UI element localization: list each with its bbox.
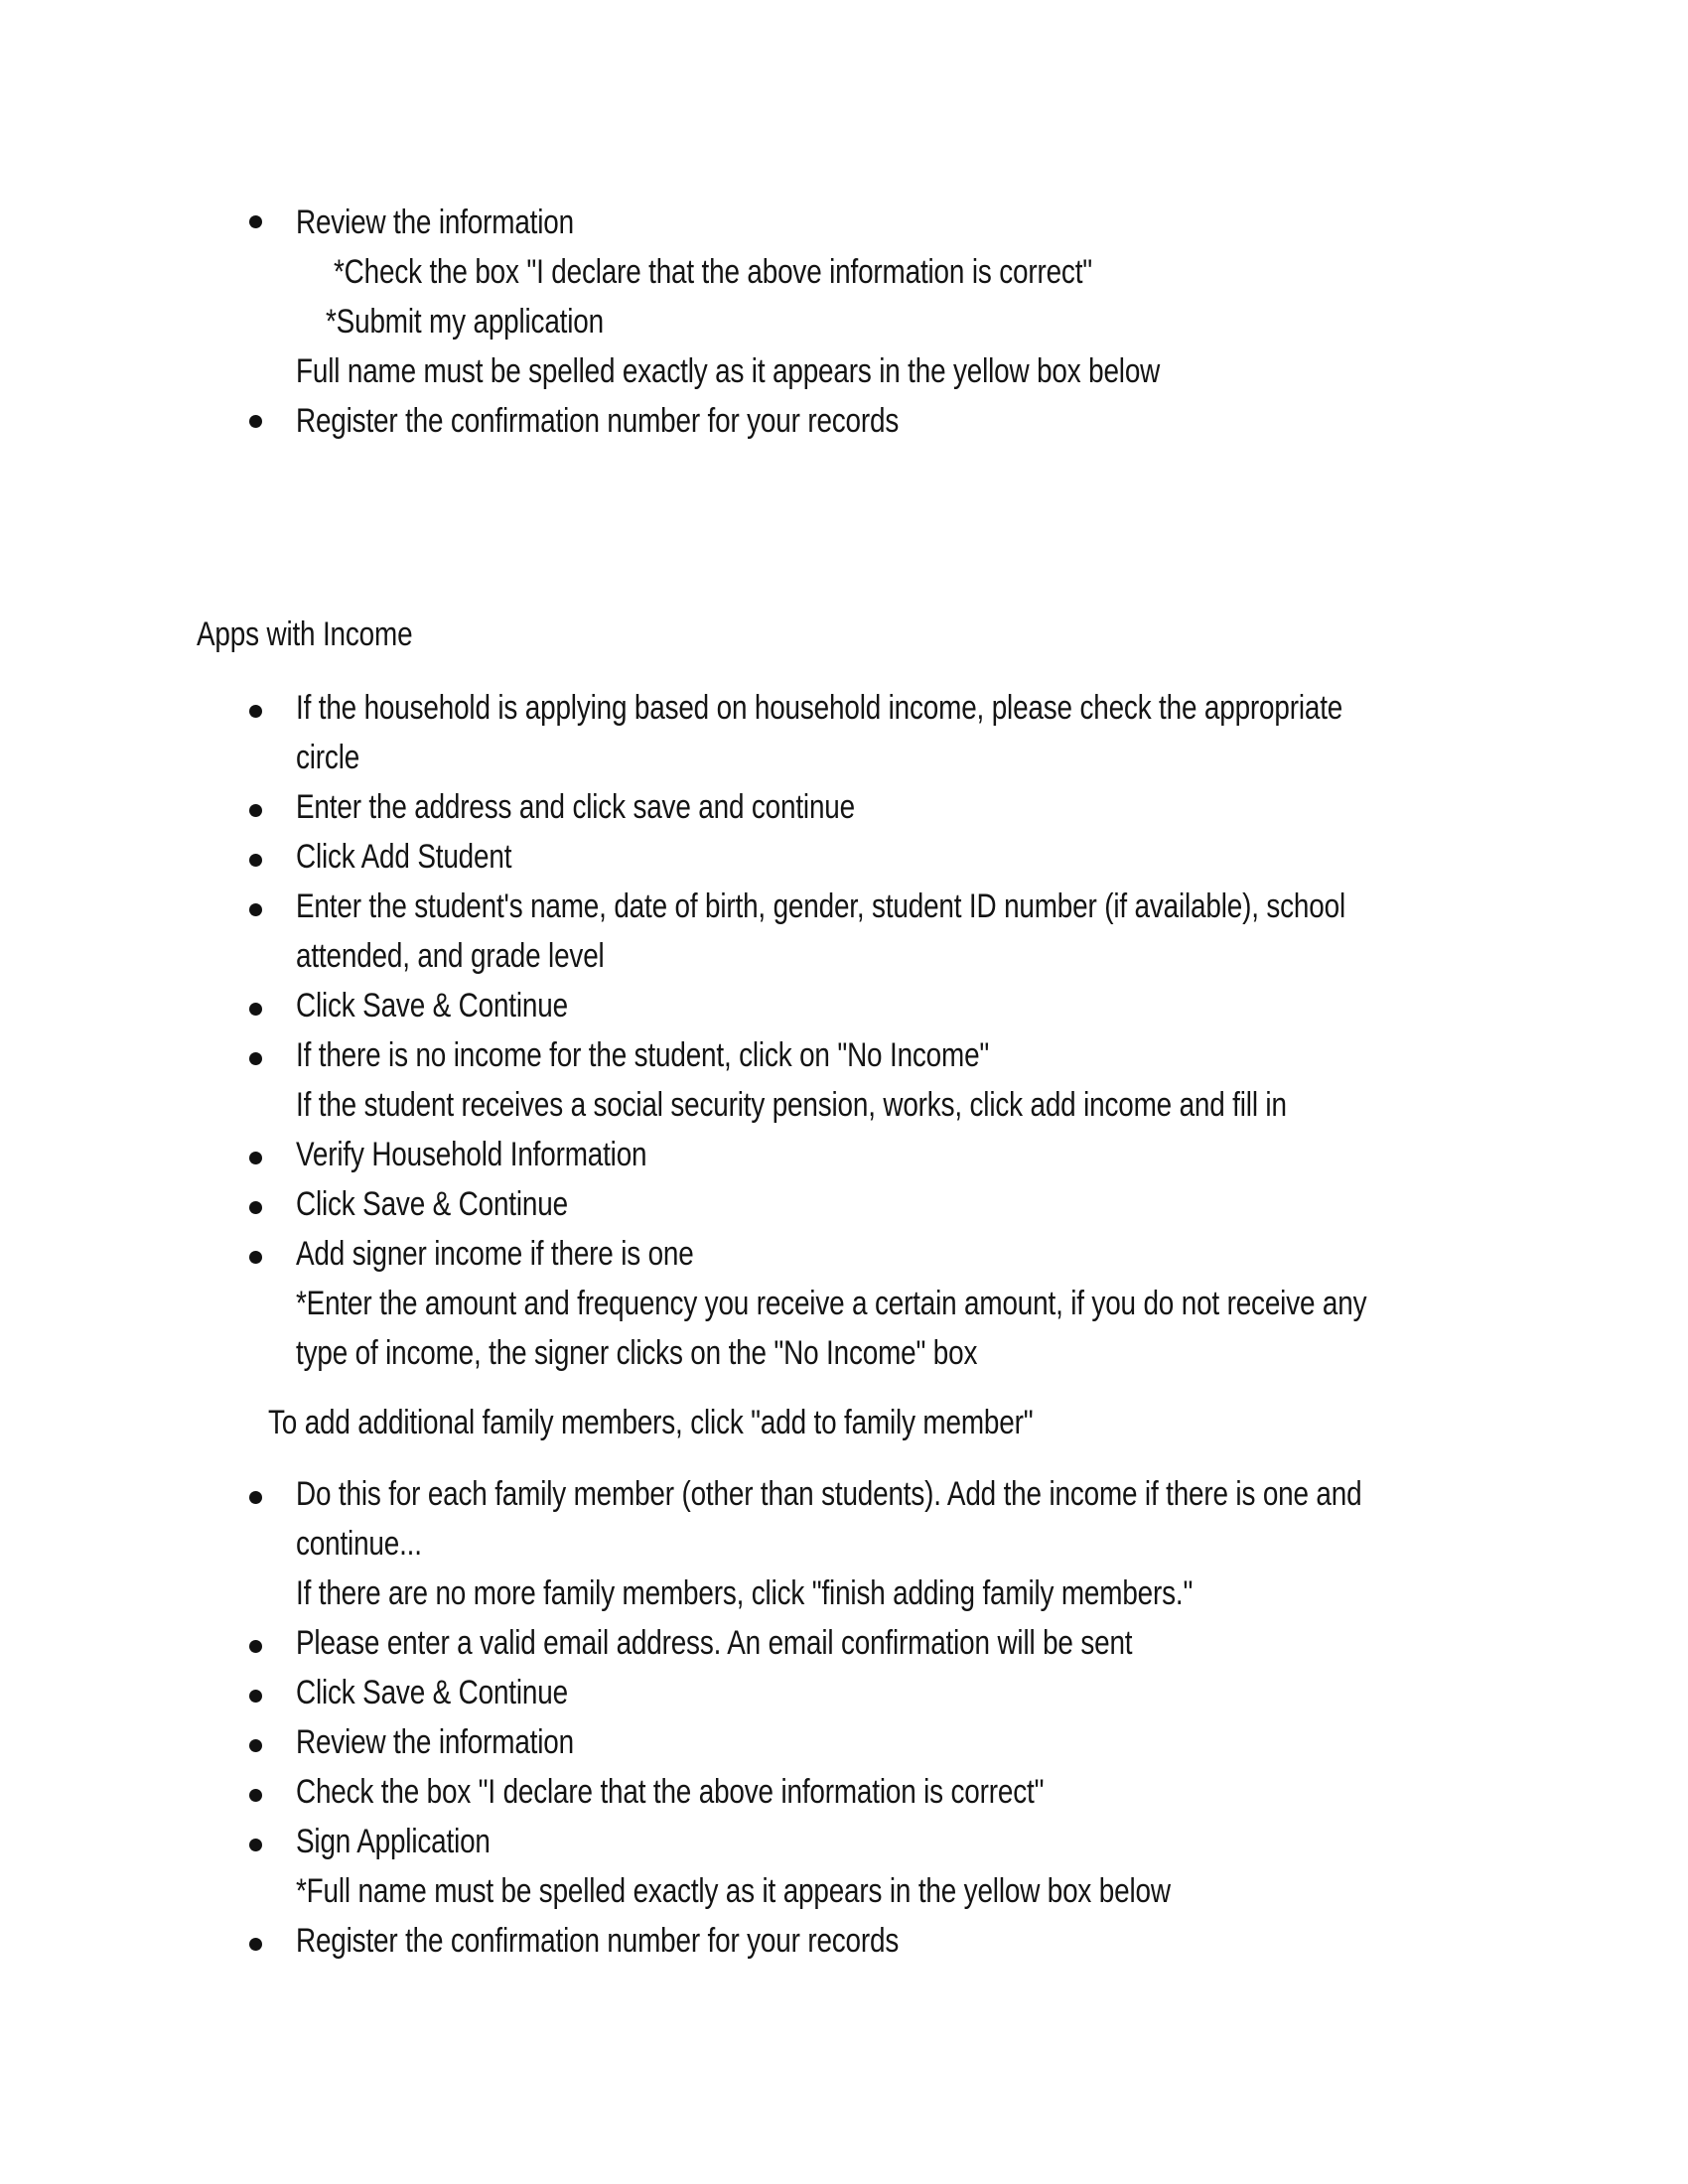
- bullet-icon: [249, 415, 262, 428]
- bullet-icon: [249, 1052, 262, 1065]
- bullet-icon: [249, 1640, 262, 1653]
- list-item: Click Save & Continue: [296, 1674, 568, 1711]
- bullet-icon: [249, 903, 262, 916]
- list-item-continuation: attended, and grade level: [296, 937, 605, 975]
- bullet-icon: [249, 705, 262, 718]
- list-item: Verify Household Information: [296, 1136, 647, 1173]
- bullet-icon: [249, 1003, 262, 1016]
- section-heading: Apps with Income: [197, 615, 413, 653]
- list-item-continuation: type of income, the signer clicks on the "No Income" box: [296, 1334, 978, 1372]
- list-item: Check the box "I declare that the above information is correct": [296, 1773, 1045, 1811]
- list-item: Review the information: [296, 1723, 574, 1761]
- list-item: Do this for each family member (other than students). Add the income if there is one and: [296, 1475, 1362, 1513]
- bullet-icon: [249, 804, 262, 817]
- bullet-icon: [249, 1839, 262, 1851]
- list-item: Click Save & Continue: [296, 1185, 568, 1223]
- list-item-subline: *Submit my application: [326, 303, 604, 341]
- list-item-continuation: *Full name must be spelled exactly as it appears in the yellow box below: [296, 1872, 1171, 1910]
- list-item: If the household is applying based on household income, please check the appropriate: [296, 689, 1343, 727]
- list-item-continuation: If the student receives a social security pension, works, click add income and fill in: [296, 1086, 1287, 1124]
- list-item: Enter the address and click save and continue: [296, 788, 855, 826]
- bullet-icon: [249, 1251, 262, 1264]
- bullet-icon: [249, 1739, 262, 1752]
- bullet-icon: [249, 1201, 262, 1214]
- bullet-icon: [249, 215, 262, 228]
- bullet-icon: [249, 854, 262, 867]
- list-item: Review the information: [296, 204, 574, 241]
- bullet-icon: [249, 1690, 262, 1703]
- list-item-subline: Full name must be spelled exactly as it appears in the yellow box below: [296, 352, 1161, 390]
- bullet-icon: [249, 1152, 262, 1164]
- list-item: Enter the student's name, date of birth, gender, student ID number (if available), school: [296, 887, 1345, 925]
- list-item-subline: *Check the box "I declare that the above information is correct": [334, 253, 1093, 291]
- list-item: Click Save & Continue: [296, 987, 568, 1024]
- list-item-continuation: continue...: [296, 1525, 422, 1563]
- list-item: Please enter a valid email address. An email confirmation will be sent: [296, 1624, 1133, 1662]
- list-item: Click Add Student: [296, 838, 512, 876]
- list-item: Add signer income if there is one: [296, 1235, 694, 1273]
- bullet-icon: [249, 1938, 262, 1951]
- list-item: Register the confirmation number for your records: [296, 402, 900, 440]
- list-item-continuation: If there are no more family members, click "finish adding family members.": [296, 1574, 1194, 1612]
- bullet-icon: [249, 1491, 262, 1504]
- list-item: Sign Application: [296, 1823, 491, 1860]
- section-note: To add additional family members, click "add to family member": [268, 1404, 1034, 1441]
- list-item: Register the confirmation number for your records: [296, 1922, 900, 1960]
- list-item-continuation: *Enter the amount and frequency you receive a certain amount, if you do not receive any: [296, 1285, 1367, 1322]
- bullet-icon: [249, 1789, 262, 1802]
- list-item: If there is no income for the student, click on "No Income": [296, 1036, 990, 1074]
- list-item-continuation: circle: [296, 739, 360, 776]
